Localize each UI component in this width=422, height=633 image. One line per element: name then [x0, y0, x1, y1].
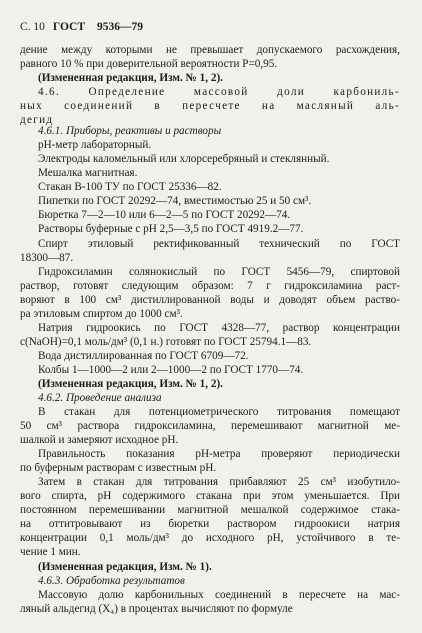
page-number: С. 10: [20, 21, 45, 33]
text-line: Бюретка 7—2—10 или 6—2—5 по ГОСТ 20292—74.: [38, 209, 291, 221]
text-line: Растворы буферные с pH 2,5—3,5 по ГОСТ 4919.2—77.: [38, 223, 304, 235]
page-header: [20, 20, 400, 34]
text-line: по буферным растворам с известным pH.: [20, 462, 217, 474]
amendment-note: (Измененная редакция, Изм. № 1).: [38, 561, 212, 573]
text-line: Электроды каломельный или хлорсеребряный и стеклянный.: [38, 153, 330, 165]
text-line: раствор, готовят следующим образом: 7 г гидроксиламина раст-: [20, 280, 400, 292]
text-line: Гидроксиламин солянокислый по ГОСТ 5456—79, спиртовой: [38, 266, 400, 278]
text-line: В стакан для потенциометрического титрования помещают: [38, 406, 400, 418]
text-line: Стакан В-100 ТУ по ГОСТ 25336—82.: [38, 181, 222, 193]
section-heading: ных соединений в пересчете на масляный аль-: [20, 100, 400, 112]
text-line: c(NaOH)=0,1 моль/дм³ (0,1 н.) готовят по ГОСТ 25794.1—83.: [20, 336, 312, 348]
text-line: на оттитровывают из бюретки раствором гидроокиси натрия: [20, 518, 400, 530]
section-heading: дегид: [20, 114, 54, 126]
text-line: концентрации 0,1 моль/дм³ до исходного pH, устойчивого в те-: [20, 532, 400, 544]
text-line: Массовую долю карбонильных соединений в пересчете на мас-: [38, 589, 400, 601]
text-line: Правильность показания pH-метра проверяют периодически: [38, 448, 400, 460]
text-line: воряют в 100 см³ дистиллированной воды и доводят объем раство-: [20, 294, 400, 306]
text-line: Натрия гидроокись по ГОСТ 4328—77, раствор концентрации: [38, 322, 400, 334]
text-line: чение 1 мин.: [20, 546, 81, 558]
standard-number: 9536—79: [97, 21, 144, 33]
section-heading: 4.6. Определение массовой доли карбониль-: [38, 86, 400, 98]
text-line: Вода дистиллированная по ГОСТ 6709—72.: [38, 350, 249, 362]
text-line: Мешалка магнитная.: [38, 167, 138, 179]
text-line: 50 см³ раствора гидроксиламина, перемешивают магнитной ме-: [20, 420, 400, 432]
text-line: Затем в стакан для титрования прибавляют 25 см³ изобутило-: [38, 476, 400, 488]
amendment-note: (Измененная редакция, Изм. № 1, 2).: [38, 72, 223, 84]
text-line: Колбы 1—1000—2 или 2—1000—2 по ГОСТ 1770—74.: [38, 364, 304, 376]
text-line: ра этиловым спиртом до 1000 см³.: [20, 308, 183, 320]
text-line: Пипетки по ГОСТ 20292—74, вместимостью 25 и 50 см³.: [38, 195, 312, 207]
standard-label: ГОСТ: [52, 21, 86, 33]
text-line: постоянном перемешивании магнитной мешалкой содержимое стака-: [20, 504, 400, 516]
text-line: pH-метр лабораторный.: [38, 139, 152, 151]
text-line: Спирт этиловый ректификованный технический по ГОСТ: [38, 238, 400, 250]
text-line: 18300—87.: [20, 252, 74, 264]
text-line: ляный альдегид (X₄) в процентах вычисляют по формуле: [20, 603, 293, 615]
subsection-heading: 4.6.1. Приборы, реактивы и растворы: [38, 125, 222, 137]
text-line: вого спирта, pH содержимого стакана при этом уменьшается. При: [20, 490, 400, 502]
subsection-heading: 4.6.2. Проведение анализа: [38, 392, 162, 404]
text-line: дение между которыми не превышает допускаемого расхождения,: [20, 44, 400, 56]
amendment-note: (Измененная редакция, Изм. № 1, 2).: [38, 378, 223, 390]
text-line: шалкой и замеряют исходное pH.: [20, 434, 179, 446]
text-line: равного 10 % при доверительной вероятности P=0,95.: [20, 58, 278, 70]
subsection-heading: 4.6.3. Обработка результатов: [38, 575, 185, 587]
